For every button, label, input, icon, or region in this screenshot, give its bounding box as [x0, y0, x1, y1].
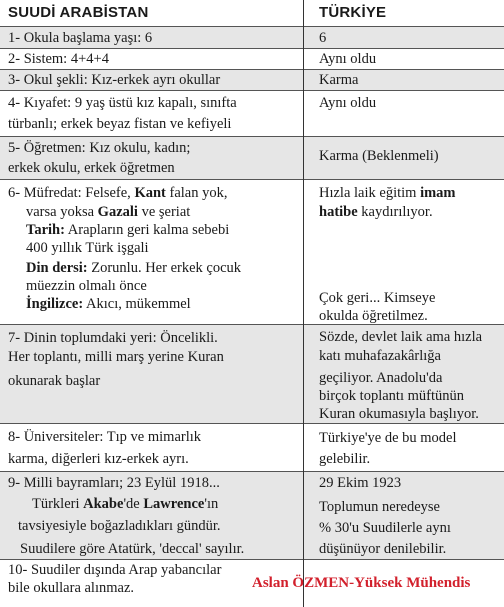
- row-7-right-line-2: katı muhafazakârlığa: [319, 348, 441, 364]
- row-8-right-line-2: gelebilir.: [319, 451, 371, 467]
- row-7-right-line-3: geçiliyor. Anadolu'da: [319, 370, 443, 386]
- history-label: Tarih:: [26, 222, 65, 238]
- kant-bold: Kant: [134, 185, 166, 201]
- row-2-left: 2- Sistem: 4+4+4: [8, 51, 109, 67]
- row-4-left-line-2: türbanlı; erkek beyaz fistan ve kefiyeli: [8, 116, 232, 132]
- row-9-right-line-2: Toplumun neredeyse: [319, 499, 440, 515]
- row-6-left-line-4: 400 yıllık Türk işgali: [26, 240, 149, 256]
- row-10-left-line-2: bile okullara alınmaz.: [8, 580, 135, 596]
- row-5-left-line-1: 5- Öğretmen: Kız okulu, kadın;: [8, 140, 191, 156]
- row-9-left-line-2: Türkleri Akabe'de Lawrence'ın: [32, 496, 219, 512]
- rule: [0, 179, 504, 180]
- row-1-left: 1- Okula başlama yaşı: 6: [8, 30, 153, 46]
- row-9-left-line-1: 9- Milli bayramları; 23 Eylül 1918...: [8, 475, 220, 491]
- row-8-right-line-1: Türkiye'ye de bu model: [319, 430, 457, 446]
- row-6-left-line-7: İngilizce: Akıcı, mükemmel: [26, 296, 191, 312]
- row-6-left-line-6: müezzin olmalı önce: [26, 278, 147, 294]
- rule: [0, 136, 504, 137]
- row-6-right-line-2: hatibe kaydırılıyor.: [319, 204, 433, 220]
- row-10-left-line-1: 10- Suudiler dışında Arap yabancılar: [8, 562, 222, 578]
- rule: [0, 471, 504, 472]
- row-9-left-line-4: Suudilere göre Atatürk, 'deccal' sayılır.: [20, 541, 245, 557]
- row-7-right-line-1: Sözde, devlet laik ama hızla: [319, 329, 483, 345]
- imam-bold: imam: [420, 185, 456, 201]
- row-9-right-line-3: % 30'u Suudilerle aynı: [319, 520, 451, 536]
- row-9-left-line-3: tavsiyesiyle boğazladıkları gündür.: [18, 518, 221, 534]
- gazali-bold: Gazali: [97, 204, 138, 220]
- english-label: İngilizce:: [26, 296, 84, 312]
- row-3-left: 3- Okul şekli: Kız-erkek ayrı okullar: [8, 72, 221, 88]
- religion-label: Din dersi:: [26, 260, 88, 276]
- hatibe-bold: hatibe: [319, 204, 358, 220]
- rule: [0, 324, 504, 325]
- row-6-right-line-1: Hızla laik eğitim imam: [319, 185, 456, 201]
- header-turkey: TÜRKİYE: [319, 4, 387, 21]
- row-3-right: Karma: [319, 72, 359, 88]
- row-4-left-line-1: 4- Kıyafet: 9 yaş üstü kız kapalı, sınıfta: [8, 95, 237, 111]
- row-6-left-line-1: 6- Müfredat: Felsefe, Kant falan yok,: [8, 185, 228, 201]
- row-5-left-line-2: erkek okulu, erkek öğretmen: [8, 160, 175, 176]
- rule: [0, 26, 504, 27]
- row-6-left-line-3: Tarih: Arapların geri kalma sebebi: [26, 222, 230, 238]
- lawrence-bold: Lawrence: [143, 496, 205, 512]
- header-saudi-arabia: SUUDİ ARABİSTAN: [8, 4, 149, 21]
- author-signature: Aslan ÖZMEN-Yüksek Mühendis: [252, 575, 471, 591]
- row-7-right-line-4: birçok toplantı müftünün: [319, 388, 464, 404]
- row-9-right-line-4: düşünüyor denilebilir.: [319, 541, 447, 557]
- row-7-left-line-1: 7- Dinin toplumdaki yeri: Öncelikli.: [8, 330, 218, 346]
- row-6-left-line-5: Din dersi: Zorunlu. Her erkek çocuk: [26, 260, 242, 276]
- row-7-right-line-5: Kuran okumasıyla başlıyor.: [319, 406, 479, 422]
- row-2-right: Aynı oldu: [319, 51, 377, 67]
- row-5-right: Karma (Beklenmeli): [319, 148, 439, 164]
- akabe-bold: Akabe: [83, 496, 124, 512]
- rule: [0, 90, 504, 91]
- row-8-left-line-1: 8- Üniversiteler: Tıp ve mimarlık: [8, 429, 202, 445]
- row-6-right-line-4: okulda öğretilmez.: [319, 308, 428, 324]
- row-7-left-line-3: okunarak başlar: [8, 373, 101, 389]
- row-6-right-line-3: Çok geri... Kimseye: [319, 290, 436, 306]
- row-8-left-line-2: karma, diğerleri kız-erkek ayrı.: [8, 451, 189, 467]
- row-4-right: Aynı oldu: [319, 95, 377, 111]
- column-divider: [303, 0, 304, 607]
- row-7-left-line-2: Her toplantı, milli marş yerine Kuran: [8, 349, 224, 365]
- row-6-left-line-2: varsa yoksa Gazali ve şeriat: [26, 204, 191, 220]
- row-9-right-line-1: 29 Ekim 1923: [319, 475, 402, 491]
- row-1-right: 6: [319, 30, 327, 46]
